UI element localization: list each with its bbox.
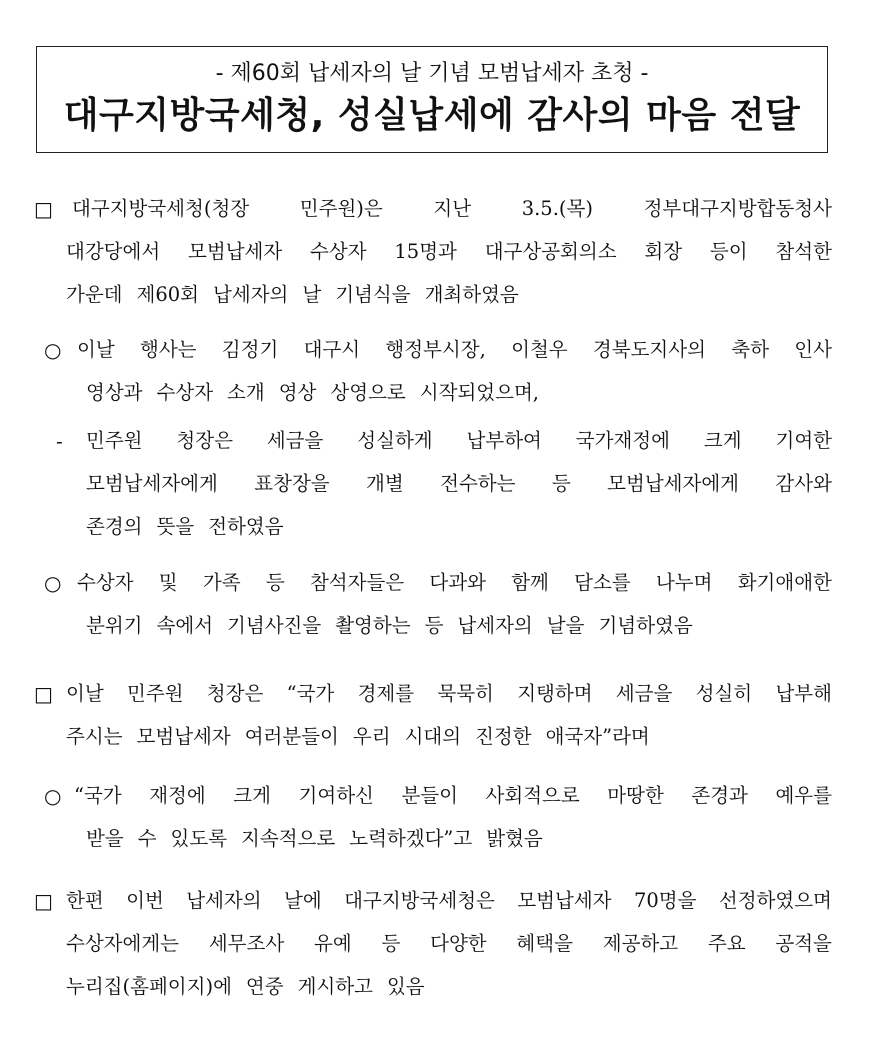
word: 납부하여 <box>466 429 542 452</box>
word: 나누며 <box>655 571 713 594</box>
word: 전하였음 <box>208 515 284 538</box>
word: 화기애애한 <box>737 571 832 594</box>
word: 존경의 <box>86 515 143 538</box>
square-bullet: □ <box>34 889 53 913</box>
word: 묵묵히 <box>437 682 494 705</box>
word: 행정부시장, <box>385 338 486 361</box>
word: 행사는 <box>139 338 197 361</box>
word: 등 <box>551 472 571 495</box>
word: 혜택을 <box>516 932 573 955</box>
body-line <box>86 612 832 640</box>
word: 누리집(홈페이지)에 <box>66 975 232 998</box>
body-line <box>66 680 832 708</box>
word: 이철우 <box>511 338 568 361</box>
word: 성실히 <box>695 682 753 705</box>
word: 민주원 <box>126 682 184 705</box>
word: 수상자 <box>156 381 214 404</box>
word: 시대의 <box>404 725 462 748</box>
word: 지속적으로 <box>241 827 336 850</box>
word: 감사와 <box>775 472 832 495</box>
word: 우리 <box>352 725 391 748</box>
word: 영상과 <box>86 381 143 404</box>
body-line <box>66 723 832 751</box>
body-line <box>86 825 832 853</box>
word: 모범납세자에게 <box>86 472 218 495</box>
square-bullet: □ <box>34 682 53 706</box>
word: 수상자에게는 <box>66 932 180 955</box>
word: 경북도지사의 <box>592 338 706 361</box>
word: 가족 <box>202 571 241 594</box>
body-line <box>66 887 832 915</box>
body-line <box>72 195 832 223</box>
word: 날에 <box>284 889 322 912</box>
word: 마땅한 <box>607 784 664 807</box>
word: 수상자 <box>77 571 134 594</box>
word: 선정하였으며 <box>718 889 832 912</box>
word: 납세자의 <box>186 889 262 912</box>
word: 경제를 <box>357 682 415 705</box>
dash-bullet: - <box>56 429 63 453</box>
word: 표창장을 <box>254 472 330 495</box>
word: 크게 <box>703 429 742 452</box>
body-line <box>66 973 832 1001</box>
word: 모범납세자 <box>517 889 612 912</box>
word: 대구지방국세청은 <box>344 889 495 912</box>
word: 70명을 <box>633 889 697 912</box>
word: 담소를 <box>574 571 631 594</box>
word: 등 <box>381 932 401 955</box>
word: 대강당에서 <box>66 240 161 263</box>
word: 정부대구지방합동청사 <box>643 197 832 220</box>
word: 주시는 <box>66 725 123 748</box>
word: 3.5.(목) <box>521 197 593 220</box>
word: 기여하신 <box>298 784 374 807</box>
word: 이날 <box>77 338 115 361</box>
word: 납세자의 <box>457 614 533 637</box>
word: 사회적으로 <box>485 784 580 807</box>
word: 기념식을 <box>335 283 411 306</box>
word: 분들이 <box>401 784 458 807</box>
word: 등 <box>424 614 444 637</box>
word: 영상 <box>278 381 317 404</box>
word: 민주원)은 <box>299 197 383 220</box>
word: 개별 <box>366 472 404 495</box>
word: 연중 <box>245 975 284 998</box>
body-line <box>74 782 832 810</box>
word: 기념하였음 <box>598 614 693 637</box>
word: 및 <box>158 571 178 594</box>
word: 소개 <box>227 381 265 404</box>
word: 등이 <box>709 240 748 263</box>
word: 회장 <box>644 240 683 263</box>
word: 애국자”라며 <box>545 725 650 748</box>
body-line <box>66 281 832 309</box>
word: 납세자의 <box>213 283 289 306</box>
word: 청장은 <box>206 682 264 705</box>
word: 민주원 <box>86 429 143 452</box>
word: 제60회 <box>136 283 200 306</box>
body-line <box>66 930 832 958</box>
word: 노력하겠다”고 <box>349 827 473 850</box>
word: 대구시 <box>303 338 361 361</box>
word: 속에서 <box>156 614 214 637</box>
word: 세금을 <box>615 682 673 705</box>
word: 참석자들은 <box>309 571 405 594</box>
body-line <box>66 238 832 266</box>
word: 크게 <box>233 784 271 807</box>
word: 수 <box>137 827 157 850</box>
word: 게시하고 <box>297 975 373 998</box>
word: 지탱하며 <box>517 682 593 705</box>
word: 축하 <box>731 338 769 361</box>
page-title: 대구지방국세청, 성실납세에 감사의 마음 전달 <box>63 95 801 136</box>
word: “국가 <box>286 682 335 705</box>
circle-bullet: ○ <box>44 784 62 808</box>
subtitle: - 제60회 납세자의 날 기념 모범납세자 초청 - <box>215 61 649 86</box>
word: 다양한 <box>430 932 487 955</box>
word: 주요 <box>707 932 746 955</box>
word: 예우를 <box>775 784 832 807</box>
word: 기념사진을 <box>227 614 322 637</box>
word: 받을 <box>86 827 124 850</box>
word: 촬영하는 <box>335 614 411 637</box>
word: 15명과 <box>394 240 457 263</box>
word: 국가재정에 <box>575 429 670 452</box>
word: 뜻을 <box>156 515 195 538</box>
word: 함께 <box>511 571 549 594</box>
word: 세금을 <box>266 429 324 452</box>
word: 지난 <box>433 197 472 220</box>
word: 제공하고 <box>602 932 679 955</box>
word: 전수하는 <box>440 472 516 495</box>
word: 시작되었으며, <box>419 381 539 404</box>
word: 인사 <box>794 338 832 361</box>
word: 이날 <box>66 682 104 705</box>
word: 분위기 <box>86 614 143 637</box>
word: 참석한 <box>775 240 832 263</box>
word: 기여한 <box>775 429 832 452</box>
word: 세무조사 <box>208 932 285 955</box>
word: 개최하였음 <box>424 283 519 306</box>
word: 모범납세자 <box>136 725 231 748</box>
word: 가운데 <box>66 283 123 306</box>
word: 한편 <box>66 889 104 912</box>
word: 여러분들이 <box>244 725 339 748</box>
word: 재정에 <box>149 784 206 807</box>
square-bullet: □ <box>34 197 53 221</box>
word: 대구상공회의소 <box>484 240 617 263</box>
word: 성실하게 <box>357 429 433 452</box>
word: 납부해 <box>775 682 832 705</box>
body-line <box>86 379 832 407</box>
word: 수상자 <box>310 240 367 263</box>
word: 날을 <box>546 614 585 637</box>
word: 모범납세자에게 <box>607 472 739 495</box>
body-line <box>77 336 832 364</box>
word: 상영으로 <box>330 381 406 404</box>
word: 대구지방국세청(청장 <box>72 197 250 220</box>
word: 모범납세자 <box>188 240 283 263</box>
title-box <box>36 46 828 153</box>
word: 등 <box>265 571 285 594</box>
word: 공적을 <box>775 932 832 955</box>
word: 존경과 <box>691 784 748 807</box>
word: 김정기 <box>221 338 279 361</box>
circle-bullet: ○ <box>44 571 62 595</box>
word: 청장은 <box>176 429 233 452</box>
body-line <box>77 569 832 597</box>
body-line <box>86 513 832 541</box>
body-line <box>86 470 832 498</box>
word: 이번 <box>126 889 164 912</box>
word: 진정한 <box>475 725 532 748</box>
word: 있음 <box>386 975 425 998</box>
word: 다과와 <box>429 571 486 594</box>
word: 있도록 <box>170 827 228 850</box>
word: 유예 <box>313 932 352 955</box>
body-line <box>86 427 832 455</box>
word: 날 <box>302 283 322 306</box>
word: 밝혔음 <box>486 827 543 850</box>
word: “국가 <box>74 784 122 807</box>
circle-bullet: ○ <box>44 338 62 362</box>
